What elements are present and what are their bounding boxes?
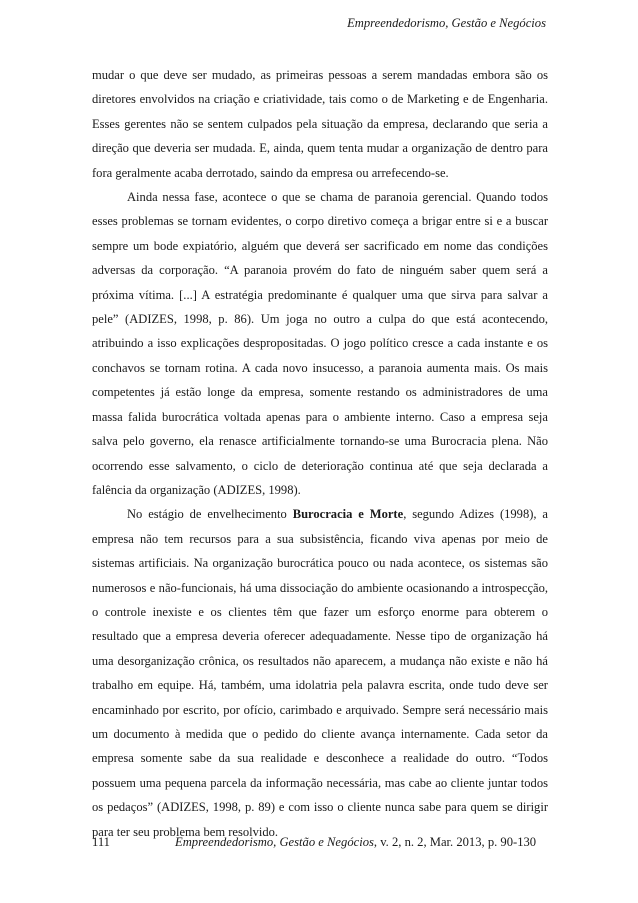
- paragraph-1: mudar o que deve ser mudado, as primeiras pessoas a serem mandadas embora são os diretores envolvidos na criação e criatividade, tais como o de Marketing e de Engenharia. Esses gerentes não se sentem culpados pela situação da empresa, declarando que seria a direção que deveria ser mudada. E, ainda, quem tenta mudar a organização de dentro para fora geralmente acaba derrotado, saindo da empresa ou arrefecendo-se.: [92, 68, 548, 180]
- journal-name: Empreendedorismo, Gestão e Negócios: [175, 835, 374, 849]
- journal-citation: [175, 835, 536, 850]
- article-body: [92, 63, 548, 844]
- paragraph-3: [92, 502, 548, 844]
- paragraph-3-lead: No estágio de envelhecimento: [127, 507, 293, 522]
- page-number: 111: [92, 835, 110, 849]
- issue-details: , v. 2, n. 2, Mar. 2013, p. 90-130: [373, 835, 537, 849]
- stage-name-bold: Burocracia e Morte: [292, 507, 404, 522]
- paragraph-2: Ainda nessa fase, acontece o que se chama de paranoia gerencial. Quando todos esses problemas se tornam evidentes, o corpo diretivo começa a brigar entre si e a buscar sempre um bode expiatório, alguém que deverá ser sacrificado em nome das condições adversas da corporação. “A paranoia provém do fato de ninguém saber quem será a próxima vítima. [...] A estratégia predominante é qualquer uma que sirva para salvar a pele” (ADIZES, 1998, p. 86). Um joga no outro a culpa do que está acontecendo, atribuindo a isso explicações despropositadas. O jogo político cresce a cada instante e os conchavos se tornam rotina. A cada novo insucesso, a paranoia aumenta mais. Os mais competentes já estão longe da empresa, somente restando os administradores de uma massa falida burocrática voltada apenas para o ambiente interno. Caso a empresa seja salva pelo governo, ela renasce artificialmente tornando-se uma Burocracia plena. Não ocorrendo esse salvamento, o ciclo de deterioração continua até que seja declarada a falência da organização (ADIZES, 1998).: [92, 190, 548, 497]
- paragraph-3-rest: , segundo Adizes (1998), a empresa não tem recursos para a sua subsistência, ficando viva apenas por meio de sistemas artificiais. Na organização burocrática pouco ou nada acontece, os sistemas são numerosos e não-funcionais, há uma dissociação do ambiente ocasionando a introspecção, o controle inexiste e os clientes têm que fazer um esforço enorme para obterem o resultado que a empresa deveria oferecer adequadamente. Nesse tipo de organização há uma desorganização crônica, os resultados não aparecem, a mudança não existe e não há trabalho em equipe. Há, também, uma idolatria pela palavra escrita, onde tudo deve ser encaminhado por escrito, por ofício, carimbado e arquivado. Sempre será necessário mais um documento à medida que o pedido do cliente avança internamente. Cada setor da empresa somente sabe da sua realidade e desconhece a realidade do outro. “Todos possuem uma pequena parcela da informação necessária, mas cabe ao cliente juntar todos os pedaços” (ADIZES, 1998, p. 89) e com isso o cliente nunca sabe para quem se dirigir para ter seu problema bem resolvido.: [92, 507, 548, 839]
- running-header: Empreendedorismo, Gestão e Negócios: [347, 16, 546, 30]
